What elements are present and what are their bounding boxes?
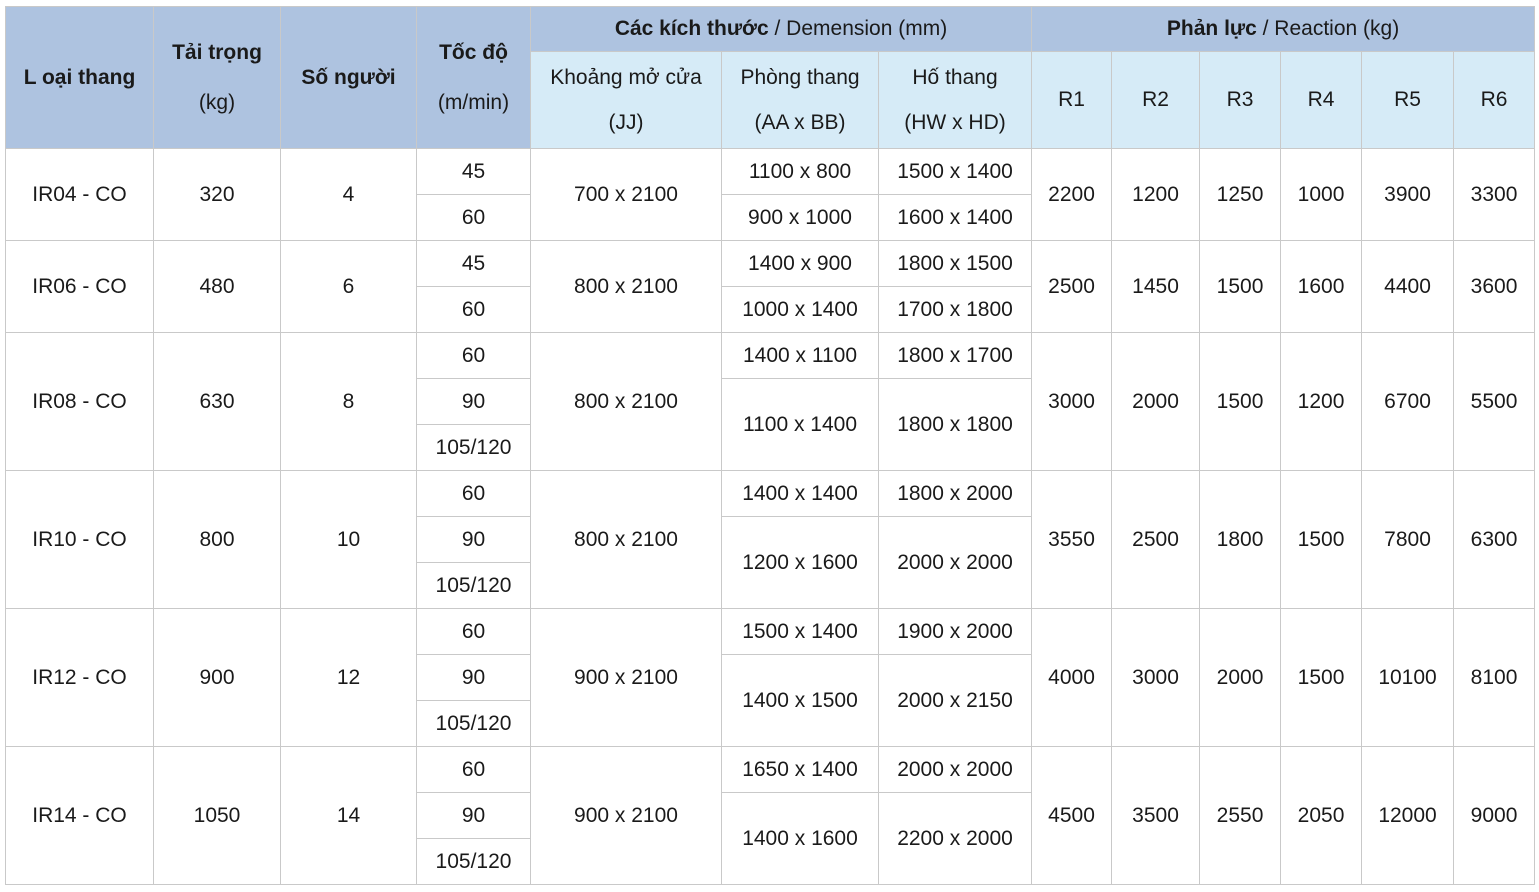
cell-r5: 12000: [1362, 747, 1454, 885]
cell-hoistway: 2000 x 2000: [879, 517, 1032, 609]
cell-car: 1000 x 1400: [722, 287, 879, 333]
cell-r2: 2500: [1112, 471, 1200, 609]
cell-r6: 9000: [1454, 747, 1535, 885]
cell-r5: 3900: [1362, 149, 1454, 241]
cell-persons: 4: [281, 149, 417, 241]
header-r2: R2: [1112, 52, 1200, 149]
cell-hoistway: 1500 x 1400: [879, 149, 1032, 195]
cell-car: 1100 x 800: [722, 149, 879, 195]
cell-r1: 2500: [1032, 241, 1112, 333]
cell-r1: 4000: [1032, 609, 1112, 747]
cell-load: 480: [154, 241, 281, 333]
cell-door: 800 x 2100: [531, 333, 722, 471]
header-reaction-group: Phản lực / Reaction (kg): [1032, 7, 1535, 52]
cell-r6: 3300: [1454, 149, 1535, 241]
cell-car: 1400 x 1600: [722, 793, 879, 885]
cell-speed: 90: [417, 655, 531, 701]
cell-r5: 4400: [1362, 241, 1454, 333]
cell-door: 800 x 2100: [531, 241, 722, 333]
cell-r3: 1800: [1200, 471, 1281, 609]
cell-hoistway: 1800 x 1700: [879, 333, 1032, 379]
cell-speed: 90: [417, 793, 531, 839]
cell-r3: 1250: [1200, 149, 1281, 241]
cell-hoistway: 1800 x 1800: [879, 379, 1032, 471]
header-load: Tải trọng (kg): [154, 7, 281, 149]
cell-car: 1400 x 1400: [722, 471, 879, 517]
cell-type: IR04 - CO: [6, 149, 154, 241]
cell-door: 800 x 2100: [531, 471, 722, 609]
cell-r2: 2000: [1112, 333, 1200, 471]
table-row: [6, 149, 1535, 195]
cell-speed: 60: [417, 333, 531, 379]
cell-speed: 45: [417, 241, 531, 287]
cell-door: 700 x 2100: [531, 149, 722, 241]
header-r1: R1: [1032, 52, 1112, 149]
header-r5: R5: [1362, 52, 1454, 149]
cell-speed: 105/120: [417, 701, 531, 747]
cell-car: 1500 x 1400: [722, 609, 879, 655]
cell-r1: 2200: [1032, 149, 1112, 241]
cell-speed: 105/120: [417, 425, 531, 471]
cell-r6: 8100: [1454, 609, 1535, 747]
cell-r4: 1000: [1281, 149, 1362, 241]
header-persons: Số người: [281, 7, 417, 149]
cell-car: 1200 x 1600: [722, 517, 879, 609]
table-header: [6, 7, 1535, 149]
cell-type: IR10 - CO: [6, 471, 154, 609]
cell-r3: 2550: [1200, 747, 1281, 885]
cell-r1: 3000: [1032, 333, 1112, 471]
cell-speed: 60: [417, 287, 531, 333]
cell-hoistway: 1700 x 1800: [879, 287, 1032, 333]
table-row: [6, 609, 1535, 655]
cell-r2: 1450: [1112, 241, 1200, 333]
cell-r6: 6300: [1454, 471, 1535, 609]
cell-r5: 6700: [1362, 333, 1454, 471]
cell-r4: 1200: [1281, 333, 1362, 471]
table-row: [6, 471, 1535, 517]
header-door: Khoảng mở cửa (JJ): [531, 52, 722, 149]
cell-persons: 8: [281, 333, 417, 471]
cell-car: 1650 x 1400: [722, 747, 879, 793]
cell-speed: 105/120: [417, 563, 531, 609]
cell-speed: 60: [417, 609, 531, 655]
cell-car: 900 x 1000: [722, 195, 879, 241]
header-r3: R3: [1200, 52, 1281, 149]
cell-r3: 1500: [1200, 241, 1281, 333]
header-dimension-group: Các kích thước / Demension (mm): [531, 7, 1032, 52]
cell-r4: 2050: [1281, 747, 1362, 885]
table-row: [6, 333, 1535, 379]
cell-load: 630: [154, 333, 281, 471]
cell-load: 1050: [154, 747, 281, 885]
cell-type: IR14 - CO: [6, 747, 154, 885]
cell-r6: 3600: [1454, 241, 1535, 333]
cell-speed: 90: [417, 379, 531, 425]
cell-speed: 105/120: [417, 839, 531, 885]
cell-r4: 1500: [1281, 471, 1362, 609]
cell-r4: 1600: [1281, 241, 1362, 333]
cell-door: 900 x 2100: [531, 747, 722, 885]
cell-hoistway: 2000 x 2150: [879, 655, 1032, 747]
cell-hoistway: 2000 x 2000: [879, 747, 1032, 793]
cell-r3: 1500: [1200, 333, 1281, 471]
cell-persons: 12: [281, 609, 417, 747]
cell-load: 800: [154, 471, 281, 609]
cell-r3: 2000: [1200, 609, 1281, 747]
cell-r4: 1500: [1281, 609, 1362, 747]
cell-type: IR06 - CO: [6, 241, 154, 333]
table-row: [6, 747, 1535, 793]
cell-speed: 60: [417, 195, 531, 241]
cell-type: IR08 - CO: [6, 333, 154, 471]
table-row: [6, 241, 1535, 287]
cell-r5: 10100: [1362, 609, 1454, 747]
cell-load: 900: [154, 609, 281, 747]
header-hoistway: Hố thang (HW x HD): [879, 52, 1032, 149]
header-speed: Tốc độ (m/min): [417, 7, 531, 149]
cell-persons: 10: [281, 471, 417, 609]
cell-hoistway: 2200 x 2000: [879, 793, 1032, 885]
cell-speed: 45: [417, 149, 531, 195]
header-r4: R4: [1281, 52, 1362, 149]
cell-car: 1100 x 1400: [722, 379, 879, 471]
cell-r2: 3500: [1112, 747, 1200, 885]
cell-r2: 1200: [1112, 149, 1200, 241]
cell-speed: 60: [417, 747, 531, 793]
cell-speed: 90: [417, 517, 531, 563]
cell-r1: 4500: [1032, 747, 1112, 885]
elevator-spec-table: [5, 6, 1535, 885]
cell-load: 320: [154, 149, 281, 241]
cell-r5: 7800: [1362, 471, 1454, 609]
cell-r6: 5500: [1454, 333, 1535, 471]
cell-type: IR12 - CO: [6, 609, 154, 747]
cell-door: 900 x 2100: [531, 609, 722, 747]
cell-persons: 6: [281, 241, 417, 333]
header-car: Phòng thang (AA x BB): [722, 52, 879, 149]
cell-hoistway: 1900 x 2000: [879, 609, 1032, 655]
cell-speed: 60: [417, 471, 531, 517]
cell-car: 1400 x 1100: [722, 333, 879, 379]
cell-car: 1400 x 900: [722, 241, 879, 287]
header-r6: R6: [1454, 52, 1535, 149]
cell-persons: 14: [281, 747, 417, 885]
table-body: [6, 149, 1535, 885]
cell-hoistway: 1800 x 1500: [879, 241, 1032, 287]
cell-hoistway: 1600 x 1400: [879, 195, 1032, 241]
cell-r2: 3000: [1112, 609, 1200, 747]
cell-r1: 3550: [1032, 471, 1112, 609]
cell-car: 1400 x 1500: [722, 655, 879, 747]
cell-hoistway: 1800 x 2000: [879, 471, 1032, 517]
header-type: L oại thang: [6, 7, 154, 149]
